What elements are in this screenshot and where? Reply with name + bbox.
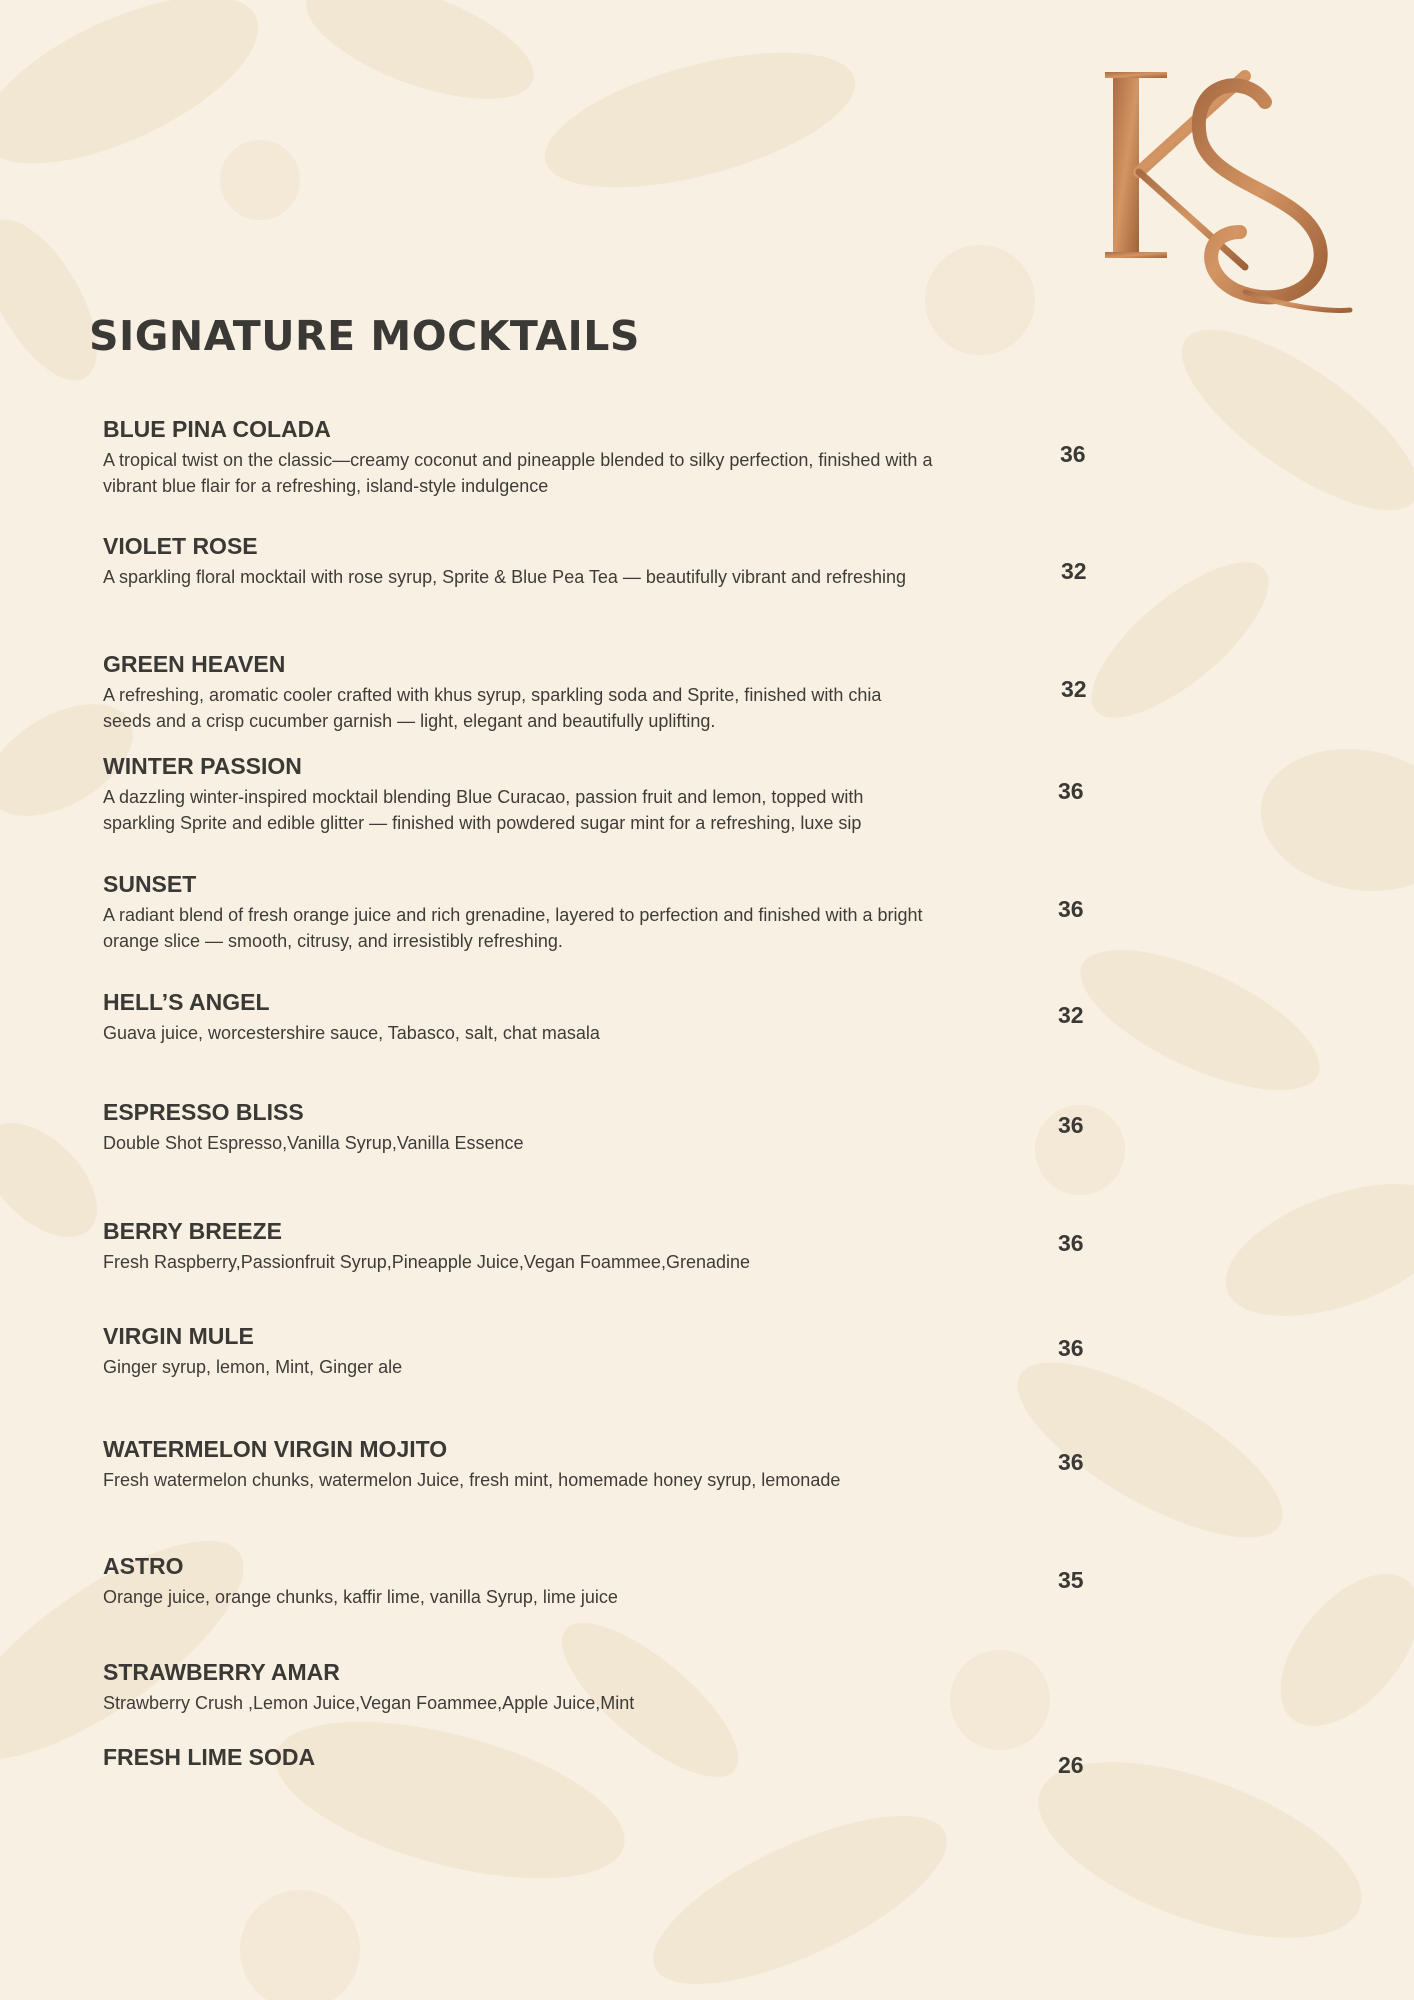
item-price: 26	[1058, 1752, 1084, 1778]
item-price: 35	[1058, 1567, 1084, 1593]
item-name: SUNSET	[103, 871, 197, 897]
item-description: A radiant blend of fresh orange juice and rich grenadine, layered to perfection and finished with a bright orange slice — smooth, citrusy, and irresistibly refreshing.	[103, 905, 923, 951]
item-price: 36	[1060, 441, 1086, 467]
item-name: VIRGIN MULE	[103, 1323, 254, 1349]
item-price: 36	[1058, 1449, 1084, 1475]
item-price: 36	[1058, 1112, 1084, 1138]
page-title: SIGNATURE MOCKTAILS	[89, 312, 640, 360]
item-description: Guava juice, worcestershire sauce, Tabasco, salt, chat masala	[103, 1023, 600, 1043]
menu-item	[103, 988, 933, 1046]
menu-item	[103, 650, 933, 734]
item-name: ASTRO	[103, 1553, 184, 1579]
item-price: 36	[1058, 896, 1084, 922]
item-description: Double Shot Espresso,Vanilla Syrup,Vanilla Essence	[103, 1133, 524, 1153]
menu-item	[103, 1743, 933, 1771]
item-description: A tropical twist on the classic—creamy coconut and pineapple blended to silky perfection, finished with a vibrant blue flair for a refreshing, island-style indulgence	[103, 450, 933, 496]
item-description: Orange juice, orange chunks, kaffir lime, vanilla Syrup, lime juice	[103, 1587, 618, 1607]
item-name: WATERMELON VIRGIN MOJITO	[103, 1436, 448, 1462]
item-price: 36	[1058, 778, 1084, 804]
menu-item	[103, 752, 933, 836]
item-name: FRESH LIME SODA	[103, 1744, 316, 1770]
item-description: Strawberry Crush ,Lemon Juice,Vegan Foammee,Apple Juice,Mint	[103, 1693, 635, 1713]
item-price: 36	[1058, 1230, 1084, 1256]
menu-item	[103, 1658, 933, 1716]
menu-item	[103, 532, 933, 590]
item-price: 32	[1061, 558, 1087, 584]
item-description: Fresh watermelon chunks, watermelon Juice, fresh mint, homemade honey syrup, lemonade	[103, 1470, 841, 1490]
item-name: WINTER PASSION	[103, 753, 302, 779]
menu-item	[103, 1435, 933, 1493]
item-description: A refreshing, aromatic cooler crafted with khus syrup, sparkling soda and Sprite, finished with chia seeds and a crisp cucumber garnish — light, elegant and beautifully uplifting.	[103, 685, 882, 731]
menu-item	[103, 1217, 933, 1275]
item-description: Fresh Raspberry,Passionfruit Syrup,Pineapple Juice,Vegan Foammee,Grenadine	[103, 1252, 751, 1272]
menu-item	[103, 415, 933, 499]
item-name: STRAWBERRY AMAR	[103, 1659, 340, 1685]
menu-item	[103, 1098, 933, 1156]
item-price: 32	[1058, 1002, 1084, 1028]
menu-item	[103, 870, 933, 954]
ks-monogram-icon	[1095, 62, 1365, 322]
item-description: A dazzling winter-inspired mocktail blending Blue Curacao, passion fruit and lemon, topped with sparkling Sprite and edible glitter — finished with powdered sugar mint for a refreshing, luxe sip	[103, 787, 864, 833]
item-description: Ginger syrup, lemon, Mint, Ginger ale	[103, 1357, 403, 1377]
item-name: HELL’S ANGEL	[103, 989, 270, 1015]
menu-item	[103, 1552, 933, 1610]
item-name: BERRY BREEZE	[103, 1218, 282, 1244]
item-name: GREEN HEAVEN	[103, 651, 286, 677]
item-name: ESPRESSO BLISS	[103, 1099, 304, 1125]
item-description: A sparkling floral mocktail with rose syrup, Sprite & Blue Pea Tea — beautifully vibrant and refreshing	[103, 567, 907, 587]
item-name: BLUE PINA COLADA	[103, 416, 331, 442]
menu-item	[103, 1322, 933, 1380]
item-price: 36	[1058, 1335, 1084, 1361]
item-name: VIOLET ROSE	[103, 533, 258, 559]
item-price: 32	[1061, 676, 1087, 702]
